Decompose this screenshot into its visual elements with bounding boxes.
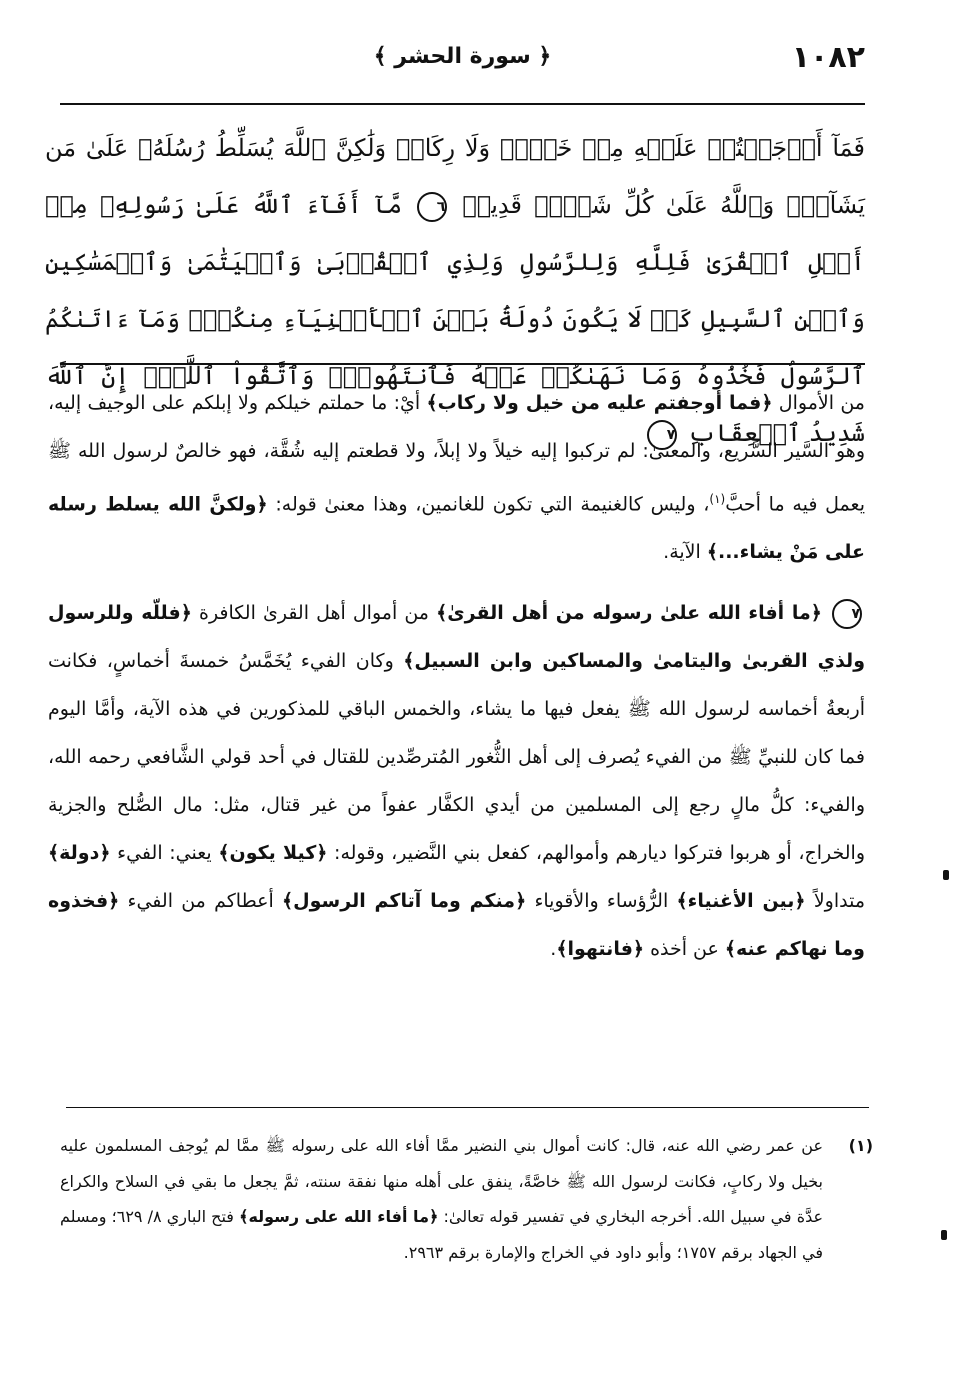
- tafsir-text: من أموال أهل القرىٰ الكافرة: [191, 602, 437, 625]
- tafsir-paragraph-1: [48, 379, 865, 576]
- quran-divider: [60, 363, 865, 365]
- footnote-divider: [66, 1107, 869, 1108]
- tafsir-text: من الأموال: [772, 392, 865, 414]
- quoted-verse: ﴿كيلا يكون﴾: [218, 842, 328, 865]
- tafsir-text: .: [550, 938, 557, 961]
- footnote-reference: (١): [709, 492, 726, 506]
- footnote-segment: فتح الباري ٨/ ٦٢٩؛ ومسلم في الجهاد برقم ١٧٥٧؛ وأبو داود في الخراج والإمارة برقم ٢٩٦٣.: [60, 1207, 823, 1262]
- footnote-text: [60, 1128, 823, 1270]
- tafsir-text: أعطاكم من الفيء: [119, 890, 283, 913]
- tafsir-text: الرُّؤساء والأقوياء: [526, 890, 677, 913]
- quoted-verse: ﴿ما أفاء الله على رسوله﴾: [239, 1207, 439, 1226]
- footnote-segment: عن عمر رضي الله عنه، قال: كانت أموال بني النضير ممَّا أفاء الله على رسوله ﷺ ممَّا لم يُوجف المسلمون عليه بخيل ولا ركابٍ، فكانت لرسول الله ﷺ خاصَّةً، ينفق على أهله منها نفقة سنته، ثمَّ يجعل ما بقي في السلاح والكراع عدَّة في سبيل الله. أخرجه البخاري في تفسير قوله تعالىٰ:: [60, 1136, 824, 1226]
- tafsir-text: يعني: الفيء: [110, 842, 219, 865]
- ayah-6-text: فَمَآ أَوۡجَفۡتُمۡ عَلَيۡهِ مِنۡ خَيۡلٖ وَلَا رِكَابٖ وَلَٰكِنَّ ٱللَّهَ يُسَلِّطُ رُسُلَهُۥ عَلَىٰ مَن يَشَآءُۚ وَٱللَّهُ عَلَىٰ كُلِّ شَيۡءٖ قَدِيرٞ: [45, 134, 865, 219]
- footnote-number: (١): [848, 1136, 873, 1155]
- quoted-verse: ﴿بين الأغنياء﴾: [676, 890, 806, 913]
- margin-mark: [941, 1230, 947, 1240]
- margin-mark: [943, 870, 949, 880]
- page-number: ١٠٨٢: [791, 40, 865, 75]
- tafsir-text: الآية.: [663, 541, 707, 564]
- tafsir-commentary: [48, 379, 865, 973]
- quoted-verse: ﴿فخذوه وما نهاكم عنه﴾: [48, 890, 865, 961]
- page-header: [60, 40, 865, 90]
- tafsir-paragraph-2: [48, 589, 865, 973]
- tafsir-text: عن أخذه: [644, 938, 725, 961]
- quoted-verse: ﴿دولة﴾: [48, 842, 111, 865]
- quoted-verse: ﴿منكم وما آتاكم الرسول﴾: [282, 890, 527, 913]
- header-divider: [60, 103, 865, 105]
- tafsir-text: متداولاً: [805, 890, 865, 913]
- tafsir-text: ، وليس كالغنيمة التي تكون للغانمين، وهذا معنىٰ قوله:: [267, 493, 710, 516]
- ayah-7-text: مَّآ أَفَآءَ ٱللَّهُ عَلَىٰ رَسُولِهِۦ مِنۡ أَهۡلِ ٱلۡقُرَىٰ فَلِلَّهِ وَلِلرَّسُولِ وَلِذِي ٱلۡقُرۡبَىٰ وَٱلۡيَتَٰمَىٰ وَٱلۡمَسَٰكِينِ وَٱبۡنِ ٱلسَّبِيلِ كَيۡ لَا يَكُونَ دُولَةَۢ بَيۡنَ ٱلۡأَغۡنِيَآءِ مِنكُمۡۚ وَمَآ ءَاتَىٰكُمُ ٱلرَّسُولُ فَخُذُوهُ وَمَا نَهَىٰكُمۡ عَنۡهُ فَٱنتَهُواْۚ وَٱتَّقُواْ ٱللَّهَۖ إِنَّ ٱللَّهَ شَدِيدُ ٱلۡعِقَابِ: [45, 191, 865, 447]
- quoted-verse: ﴿فانتهوا﴾: [556, 938, 645, 961]
- tafsir-text: أيْ: ما حملتم خيلكم ولا إبلكم على الوجيف إليه، وهو السَّير السَّريع، والمعنىٰ: لم تركبوا إليه خيلاً ولا إبلاً، ولا قطعتم إليه شُقَّة، فهو خالصٌ لرسول الله ﷺ يعمل فيه ما أحبَّ: [48, 392, 865, 516]
- quoted-verse: ﴿فما أوجفتم عليه من خيل ولا ركاب﴾: [426, 392, 773, 414]
- quoted-verse: ﴿فللّه وللرسول ولذي القربىٰ واليتامىٰ والمساكين وابن السبيل﴾: [48, 602, 865, 673]
- tafsir-text: وكان الفيء يُخَمَّسُ خمسةَ أخماسٍ، فكانت أربعةُ أخماسه لرسول الله ﷺ يفعل فيها ما يشاء، والخمس الباقي للمذكورين في هذه الآية، وأمَّا اليوم فما كان للنبيِّ ﷺ من الفيء يُصرف إلى أهل الثُّغور المُترصِّدين للقتال في أحد قولي الشَّافعي رحمه الله، والفيء: كلُّ مالٍ رجع إلى المسلمين من أيدي الكفَّار عفواً من غير قتال، مثل: مال الصُّلح والجزية والخراج، أو هربوا فتركوا ديارهم وأموالهم، كفعل بني النَّضير، وقوله:: [48, 650, 865, 865]
- ayah-6-marker: ٦: [417, 192, 447, 222]
- ayah-7-marker: ٧: [647, 420, 677, 450]
- quoted-verse: ﴿ولكنَّ الله يسلط رسله على مَنْ يشاء...﴾: [48, 493, 865, 564]
- footnote: [60, 1128, 873, 1270]
- surah-title: ﴿ سورة الحشر ﴾: [373, 44, 552, 69]
- quoted-verse: ﴿ما أفاء الله علىٰ رسوله من أهل القرىٰ﴾: [436, 602, 822, 625]
- ayah-7-commentary-marker: ٧: [832, 599, 862, 629]
